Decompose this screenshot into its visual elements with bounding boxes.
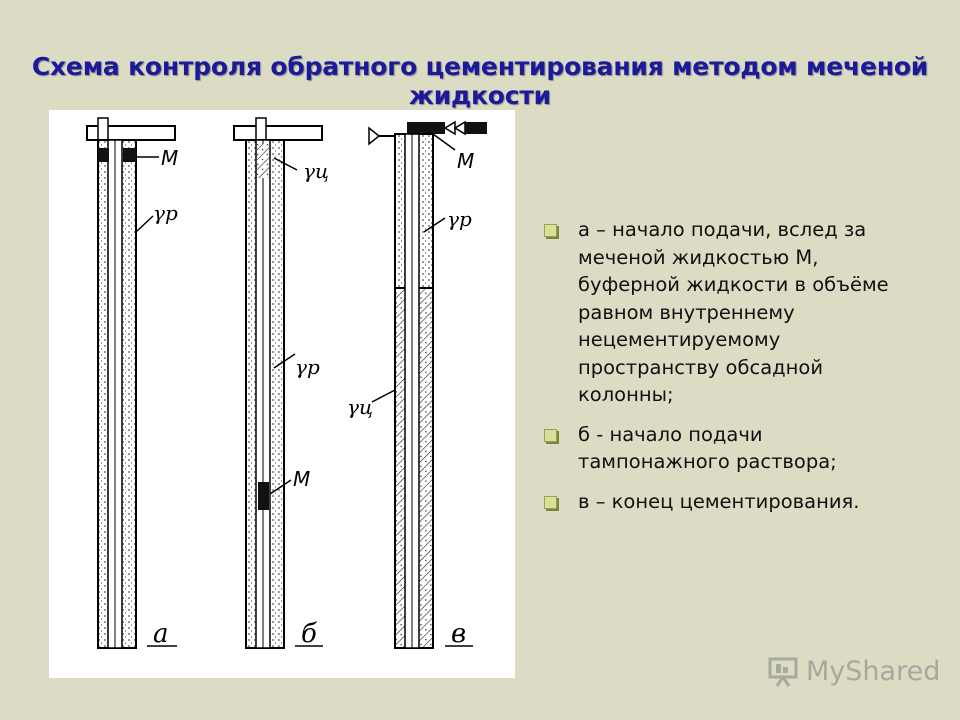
description-text: а – начало подачи, вслед за меченой жидкостью М, буферной жидкости в объёме равном внутреннему нецементируемому пространству обсадной колонны; [578, 218, 889, 406]
panel-a [87, 118, 177, 648]
panel-c-label-m: М [457, 149, 475, 173]
panel-c-label-gamma-r: γр [447, 207, 472, 231]
panel-a-letter: а [153, 619, 169, 649]
description-text: б - начало подачи тампонажного раствора; [578, 422, 837, 473]
watermark-text: MyShared [806, 656, 941, 687]
bullet-square-icon [544, 429, 557, 442]
page-title: Схема контроля обратного цементирования методом меченой жидкости [31, 52, 929, 110]
panel-c-letter: в [451, 619, 467, 649]
panel-b-letter: б [301, 619, 317, 649]
well-schematic-svg [49, 110, 515, 678]
bullet-square-icon [544, 224, 557, 237]
description-item-a [540, 216, 920, 409]
description-item-c [540, 488, 920, 516]
description-item-b [540, 421, 920, 476]
description-text: в – конец цементирования. [578, 489, 860, 513]
panel-c [369, 122, 487, 648]
panel-a-label-m: М [161, 146, 179, 170]
bullet-square-icon [544, 496, 557, 509]
panel-b-label-m: М [293, 467, 311, 491]
panel-a-label-gamma: γр [153, 201, 178, 225]
presentation-board-icon [768, 656, 802, 688]
panel-b-label-gamma-c: γц [303, 159, 329, 183]
well-schematic-figure [49, 110, 515, 678]
myshared-watermark [768, 652, 941, 692]
panel-c-label-gamma-c: γц [347, 395, 373, 419]
panel-b-label-gamma-r: γр [295, 355, 320, 379]
description-list [540, 216, 920, 527]
panel-b [234, 118, 323, 648]
